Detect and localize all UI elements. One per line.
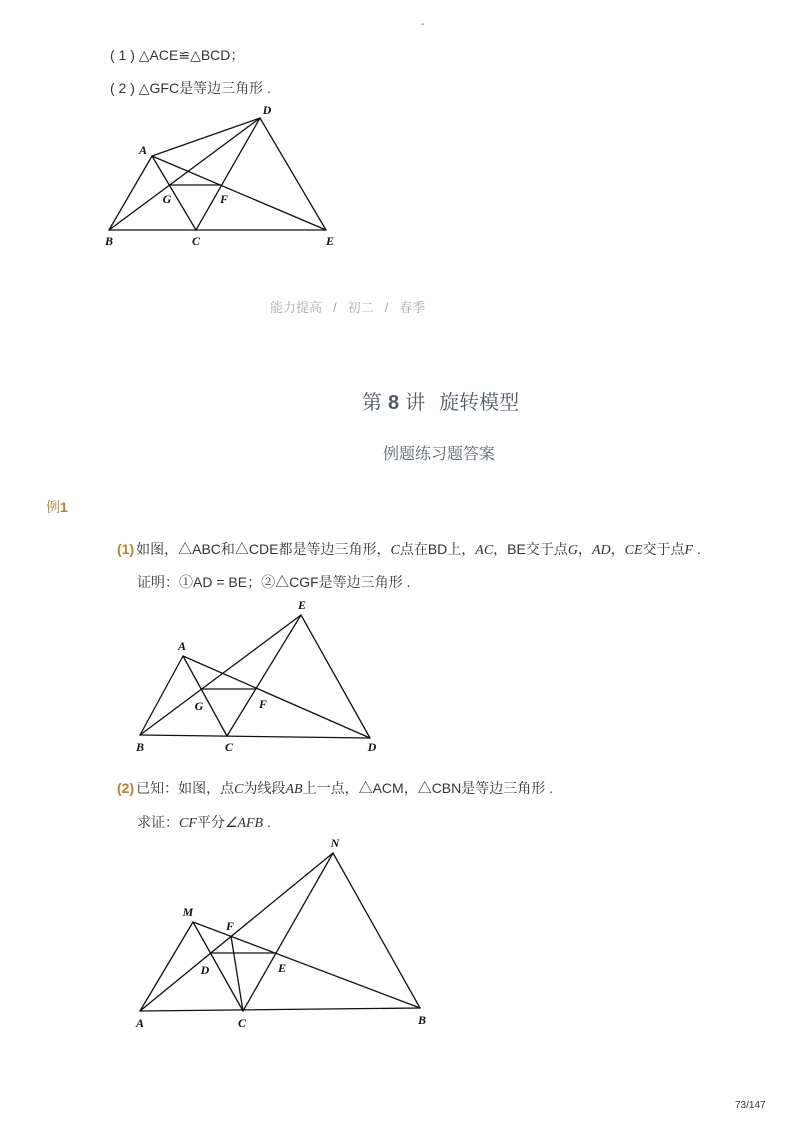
lecture-number: 8	[388, 392, 400, 414]
label-f: F	[219, 192, 229, 206]
statement-math: C	[390, 543, 400, 558]
prove-text: 平分	[196, 814, 225, 830]
label-b: B	[104, 234, 114, 248]
label-c: C	[237, 1016, 247, 1030]
figure-part1	[130, 595, 385, 755]
example-number: 1	[60, 499, 68, 515]
segment-ab	[109, 156, 152, 230]
breadcrumb-item-season: 春季	[399, 300, 426, 315]
segment-ab	[140, 1008, 420, 1011]
prev-item-2: ( 2 ) △GFC是等边三角形 .	[110, 80, 271, 96]
label-g: G	[194, 699, 204, 713]
lecture-heading	[362, 390, 519, 416]
label-a: A	[135, 1016, 145, 1030]
label-n: N	[330, 836, 340, 850]
segment-ae	[152, 156, 326, 230]
label-f: F	[258, 697, 268, 711]
breadcrumb-separator: /	[384, 300, 389, 315]
part2-statement	[117, 778, 553, 800]
statement-math: AD	[591, 543, 611, 558]
label-b: B	[417, 1013, 427, 1027]
segment-am	[140, 922, 193, 1011]
lecture-suffix: 讲	[405, 392, 426, 414]
statement-text: 上一点，△ACM，△CBN是等边三角形 .	[302, 780, 554, 796]
label-c: C	[224, 740, 234, 754]
label-f: F	[225, 919, 235, 933]
segment-nb	[333, 853, 420, 1008]
label-d: D	[367, 740, 377, 754]
statement-text: ，	[577, 541, 592, 557]
label-e: E	[297, 598, 307, 612]
statement-math: F	[684, 543, 694, 558]
statement-math: AB	[285, 782, 303, 797]
segment-ad	[183, 656, 370, 738]
statement-text: ，BE交于点	[493, 541, 568, 557]
statement-math: CE	[624, 543, 643, 558]
top-mark: -	[421, 19, 425, 30]
label-m: M	[182, 905, 194, 919]
label-d: D	[200, 963, 210, 977]
prove-text: 求证：	[137, 814, 179, 830]
statement-text: 已知：如图，点	[136, 780, 235, 796]
part2-prove	[137, 812, 271, 834]
label-c: C	[191, 234, 201, 248]
segment-de	[260, 118, 326, 230]
label-b: B	[135, 740, 145, 754]
statement-math: AC	[475, 543, 494, 558]
statement-text: 交于点	[642, 541, 685, 557]
breadcrumb-separator: /	[333, 300, 337, 315]
segment-an	[140, 853, 333, 1011]
page-number: 73/147	[735, 1100, 766, 1111]
segment-ad	[152, 118, 260, 156]
segment-ce	[227, 615, 301, 736]
segment-ed	[301, 615, 370, 738]
breadcrumb	[270, 299, 425, 317]
part1-proof: 证明：①AD = BE；②△CGF是等边三角形 .	[137, 574, 411, 590]
segment-ac	[183, 656, 227, 736]
statement-text: .	[693, 541, 701, 557]
figure-part2	[130, 832, 435, 1032]
prev-item-1: ( 1 ) △ACE≌△BCD；	[110, 47, 245, 63]
segment-mb	[193, 922, 420, 1008]
segment-cn	[243, 853, 333, 1011]
segment-ab	[140, 656, 183, 735]
lecture-prefix: 第	[362, 392, 382, 414]
prove-math: ∠AFB	[224, 816, 264, 831]
part2-number: (2)	[117, 780, 135, 796]
lecture-title: 旋转模型	[439, 392, 520, 414]
prove-text: .	[263, 814, 271, 830]
label-g: G	[162, 192, 172, 206]
label-e: E	[277, 961, 287, 975]
example-label	[46, 497, 68, 517]
figure-prev-problem	[100, 100, 340, 250]
segment-be	[140, 615, 301, 735]
label-a: A	[138, 143, 148, 157]
statement-math: C	[234, 782, 244, 797]
segment-bd	[140, 735, 370, 738]
statement-math: G	[567, 543, 578, 558]
statement-text: ，	[610, 541, 625, 557]
segment-bd	[109, 118, 260, 230]
prove-math: CF	[179, 816, 197, 831]
part1-number: (1)	[117, 541, 135, 557]
label-e: E	[325, 234, 335, 248]
label-a: A	[177, 639, 187, 653]
statement-text: 如图，△ABC和△CDE都是等边三角形，	[136, 541, 391, 557]
part1-statement	[117, 539, 701, 561]
segment-cd	[196, 118, 260, 230]
statement-text: 点在BD上，	[399, 541, 476, 557]
breadcrumb-item-grade: 初二	[347, 300, 374, 315]
breadcrumb-item-ability: 能力提高	[270, 300, 323, 315]
example-label-text: 例	[46, 499, 60, 515]
statement-text: 为线段	[243, 780, 286, 796]
label-d: D	[262, 103, 272, 117]
lecture-subtitle: 例题练习题答案	[383, 446, 496, 463]
